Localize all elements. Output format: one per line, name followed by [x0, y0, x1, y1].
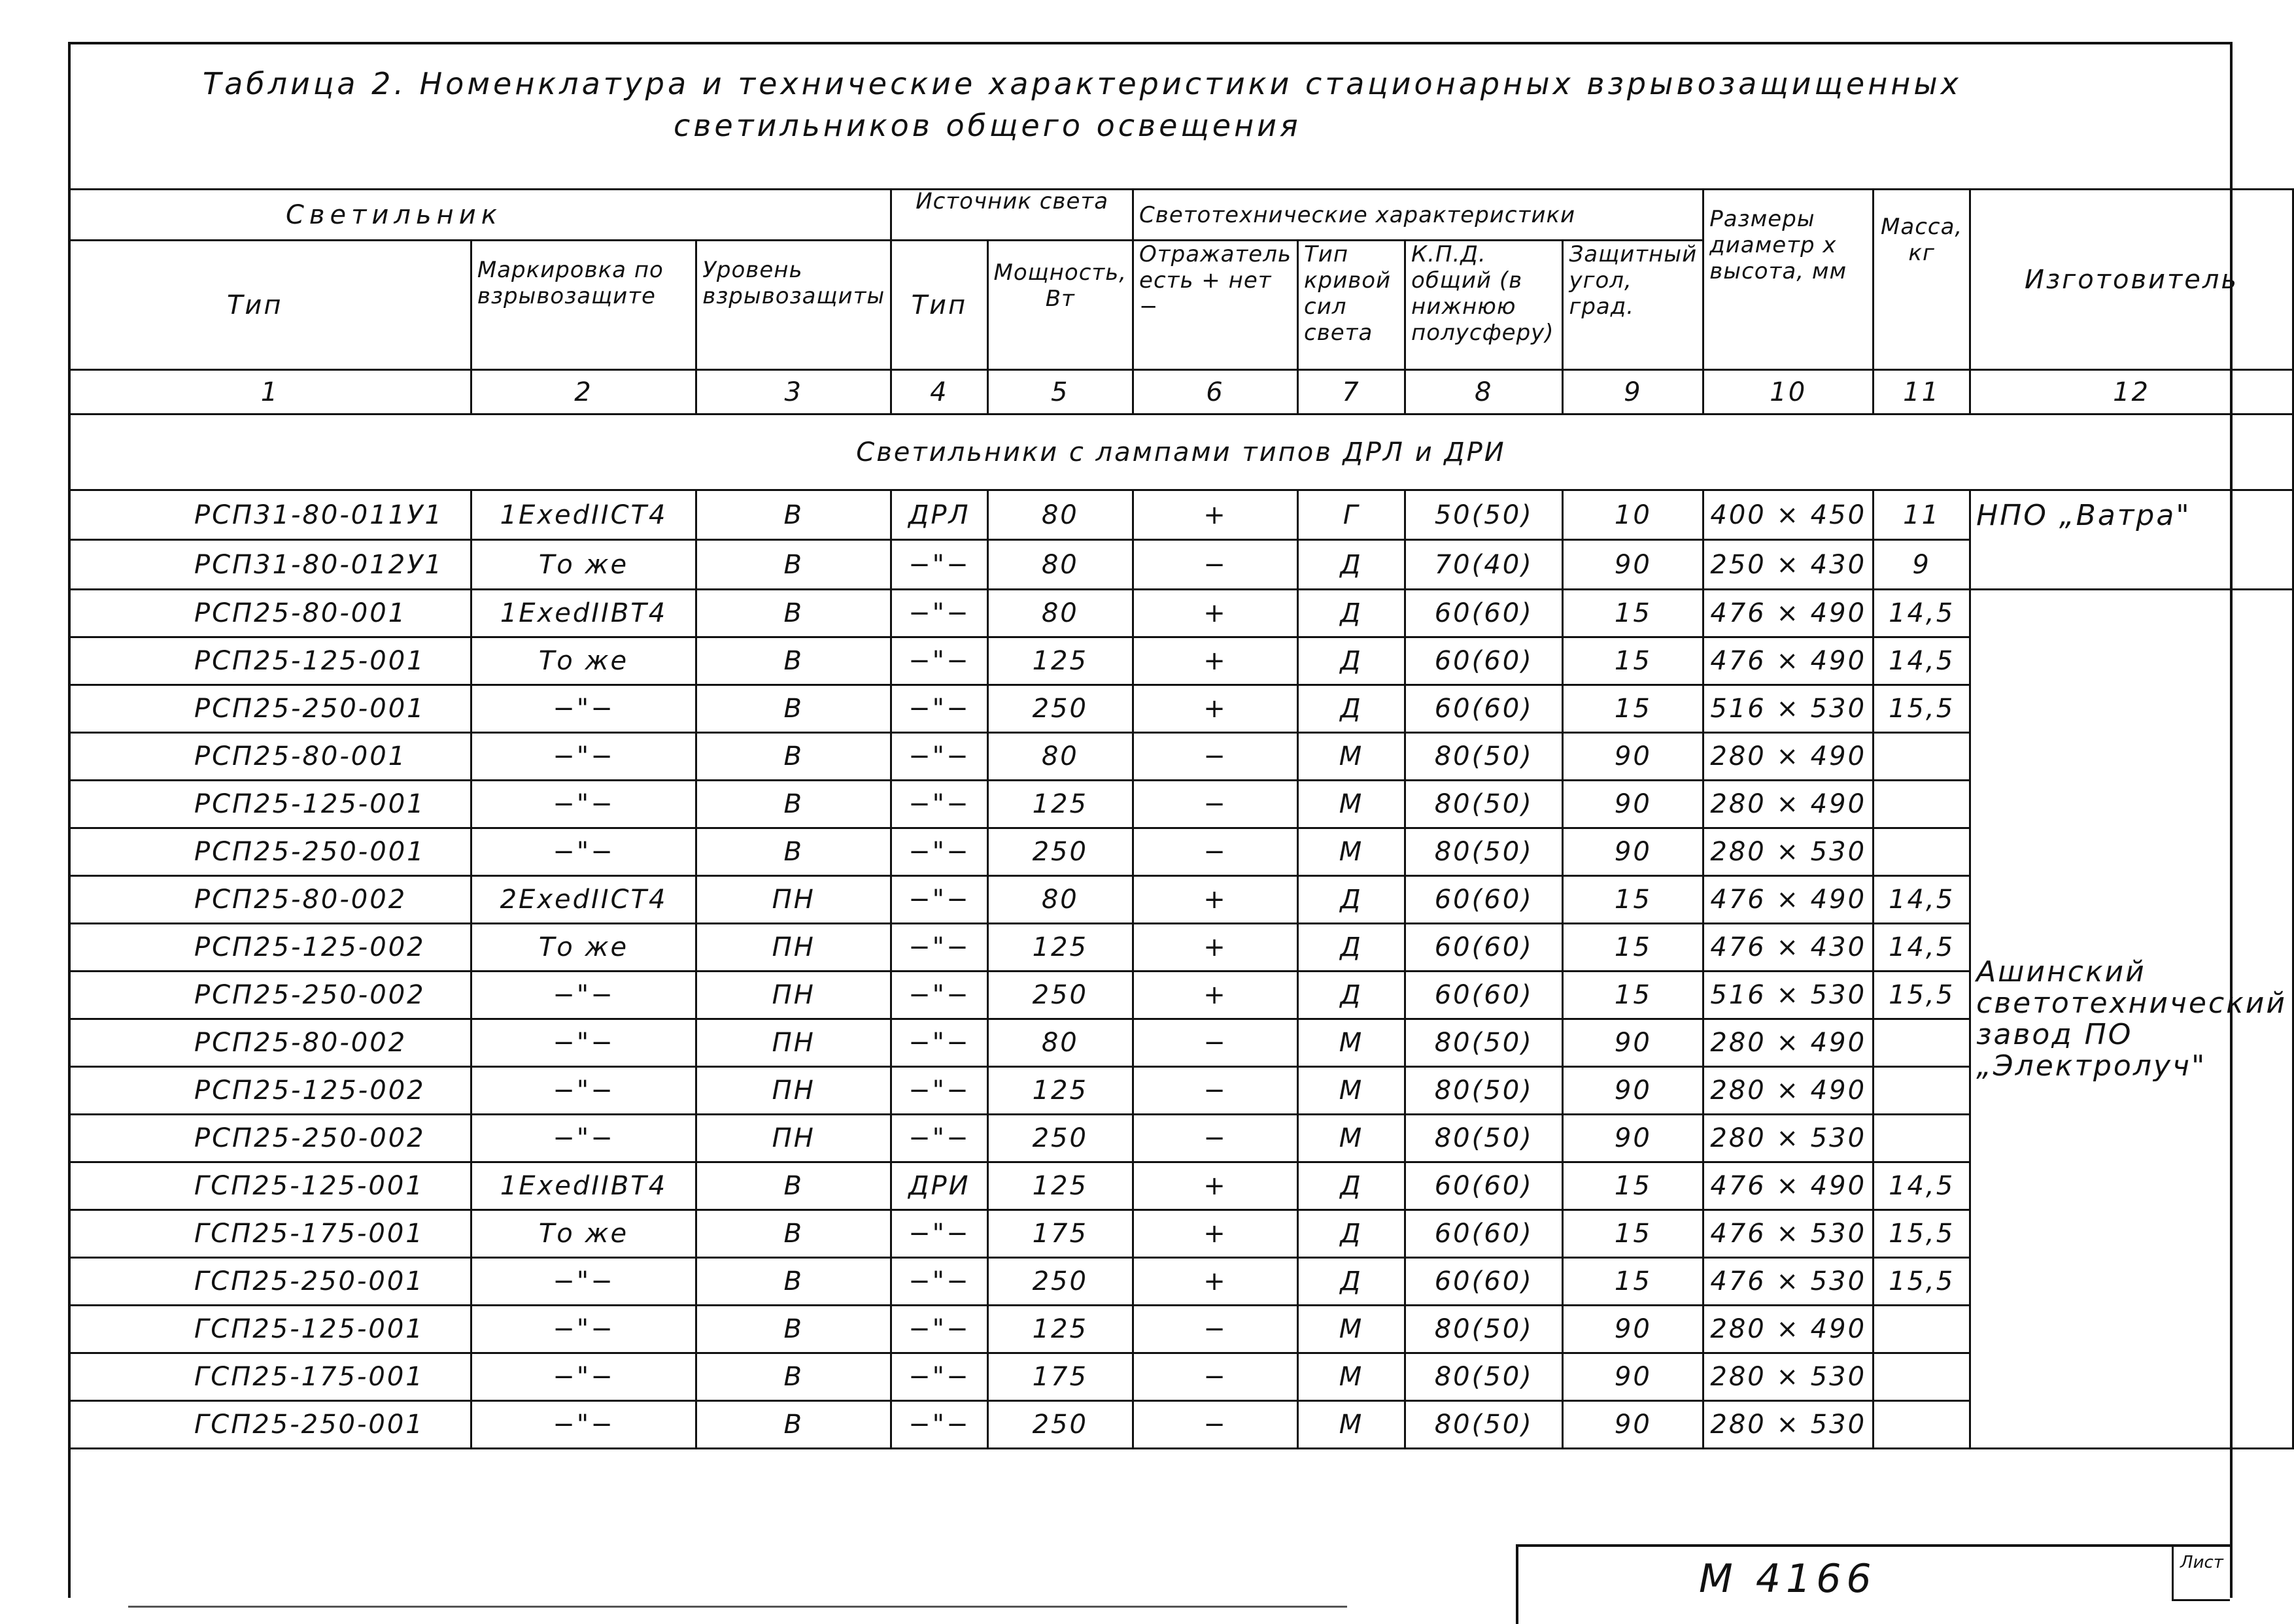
- cell-type: РСП25-125-001: [69, 781, 471, 828]
- cell-level: В: [696, 828, 891, 876]
- cell-angle: 90: [1563, 1067, 1703, 1115]
- cell-source-type: −"−: [891, 1401, 987, 1449]
- cell-power: 80: [987, 1019, 1133, 1067]
- cell-level: ПН: [696, 1115, 891, 1162]
- cell-level: В: [696, 540, 891, 590]
- cell-source-type: −"−: [891, 972, 987, 1019]
- table-row: [69, 490, 2293, 540]
- table-row: [69, 1210, 2293, 1258]
- cell-level: В: [696, 685, 891, 733]
- table-row: [69, 1258, 2293, 1306]
- header-angle: Защитный угол, град.: [1563, 241, 1703, 370]
- cell-dimensions: 250 × 430: [1703, 540, 1874, 590]
- cell-dimensions: 476 × 430: [1703, 924, 1874, 972]
- header-dimensions: Размеры диаметр х высота, мм: [1703, 190, 1874, 370]
- cell-power: 250: [987, 1115, 1133, 1162]
- title-block: [1516, 1544, 2230, 1624]
- cell-efficiency: 60(60): [1405, 1258, 1563, 1306]
- cell-reflector: −: [1133, 1353, 1298, 1401]
- cell-mass: 9: [1874, 540, 1970, 590]
- cell-source-type: −"−: [891, 1019, 987, 1067]
- cell-level: ПН: [696, 876, 891, 924]
- cell-source-type: −"−: [891, 1067, 987, 1115]
- table-row: [69, 1067, 2293, 1115]
- table-row: [69, 685, 2293, 733]
- table-title: [203, 63, 1968, 146]
- cell-curve: Д: [1298, 685, 1405, 733]
- cell-efficiency: 80(50): [1405, 828, 1563, 876]
- cell-mass: 14,5: [1874, 637, 1970, 685]
- cell-angle: 90: [1563, 1306, 1703, 1353]
- cell-power: 80: [987, 876, 1133, 924]
- cell-marking: 2ExedIICT4: [471, 876, 696, 924]
- cell-angle: 90: [1563, 781, 1703, 828]
- cell-angle: 90: [1563, 828, 1703, 876]
- cell-marking: То же: [471, 1210, 696, 1258]
- cell-reflector: +: [1133, 972, 1298, 1019]
- cell-power: 175: [987, 1353, 1133, 1401]
- table-row: [69, 637, 2293, 685]
- cell-efficiency: 50(50): [1405, 490, 1563, 540]
- cell-type: ГСП25-125-001: [69, 1306, 471, 1353]
- header-lighting-group: Светотехнические характеристики: [1133, 190, 1703, 241]
- cell-power: 80: [987, 733, 1133, 781]
- cell-dimensions: 280 × 490: [1703, 781, 1874, 828]
- cell-marking: −"−: [471, 1115, 696, 1162]
- header-marking: Маркировка по взрывозащите: [471, 241, 696, 370]
- table-row: [69, 1401, 2293, 1449]
- cell-source-type: −"−: [891, 1306, 987, 1353]
- table-row: [69, 1162, 2293, 1210]
- section-heading: Светильники с лампами типов ДРЛ и ДРИ: [69, 414, 2293, 490]
- cell-reflector: −: [1133, 1401, 1298, 1449]
- cell-curve: М: [1298, 1353, 1405, 1401]
- cell-dimensions: 280 × 530: [1703, 828, 1874, 876]
- cell-dimensions: 476 × 530: [1703, 1258, 1874, 1306]
- header-type: Тип: [69, 241, 471, 370]
- cell-source-type: −"−: [891, 540, 987, 590]
- cell-curve: Д: [1298, 1162, 1405, 1210]
- cell-power: 125: [987, 1067, 1133, 1115]
- cell-dimensions: 516 × 530: [1703, 972, 1874, 1019]
- cell-efficiency: 80(50): [1405, 781, 1563, 828]
- cell-reflector: +: [1133, 637, 1298, 685]
- cell-marking: −"−: [471, 1353, 696, 1401]
- cell-mass: 15,5: [1874, 1210, 1970, 1258]
- header-efficiency: К.П.Д. общий (в нижнюю полусферу): [1405, 241, 1563, 370]
- cell-curve: М: [1298, 1306, 1405, 1353]
- cell-angle: 15: [1563, 637, 1703, 685]
- cell-type: РСП25-250-002: [69, 972, 471, 1019]
- cell-marking: −"−: [471, 1401, 696, 1449]
- cell-source-type: −"−: [891, 637, 987, 685]
- cell-mass: 14,5: [1874, 590, 1970, 637]
- cell-curve: М: [1298, 1067, 1405, 1115]
- cell-reflector: −: [1133, 781, 1298, 828]
- cell-mass: [1874, 733, 1970, 781]
- cell-reflector: −: [1133, 540, 1298, 590]
- cell-efficiency: 60(60): [1405, 876, 1563, 924]
- cell-marking: −"−: [471, 1019, 696, 1067]
- header-maker: Изготовитель: [1970, 190, 2293, 370]
- cell-type: РСП25-125-001: [69, 637, 471, 685]
- cell-mass: [1874, 1019, 1970, 1067]
- cell-mass: 15,5: [1874, 1258, 1970, 1306]
- cell-reflector: +: [1133, 924, 1298, 972]
- cell-level: ПН: [696, 972, 891, 1019]
- cell-level: В: [696, 1258, 891, 1306]
- cell-marking: То же: [471, 540, 696, 590]
- header-mass: Масса, кг: [1874, 190, 1970, 370]
- column-number: 11: [1874, 370, 1970, 414]
- cell-curve: М: [1298, 733, 1405, 781]
- cell-mass: 15,5: [1874, 685, 1970, 733]
- cell-power: 250: [987, 685, 1133, 733]
- cell-marking: −"−: [471, 1258, 696, 1306]
- cell-angle: 90: [1563, 1353, 1703, 1401]
- cell-curve: Д: [1298, 590, 1405, 637]
- column-number: 10: [1703, 370, 1874, 414]
- cell-dimensions: 516 × 530: [1703, 685, 1874, 733]
- cell-dimensions: 476 × 490: [1703, 637, 1874, 685]
- cell-angle: 15: [1563, 972, 1703, 1019]
- header-lamp-group: Светильник: [69, 190, 891, 241]
- cell-efficiency: 80(50): [1405, 1401, 1563, 1449]
- cell-type: ГСП25-250-001: [69, 1401, 471, 1449]
- cell-power: 175: [987, 1210, 1133, 1258]
- cell-reflector: −: [1133, 1306, 1298, 1353]
- cell-dimensions: 280 × 490: [1703, 733, 1874, 781]
- cell-mass: 14,5: [1874, 876, 1970, 924]
- cell-efficiency: 60(60): [1405, 1162, 1563, 1210]
- cell-mass: [1874, 1401, 1970, 1449]
- cell-efficiency: 60(60): [1405, 637, 1563, 685]
- cell-source-type: ДРЛ: [891, 490, 987, 540]
- cell-angle: 10: [1563, 490, 1703, 540]
- cell-dimensions: 280 × 490: [1703, 1067, 1874, 1115]
- table-row: [69, 876, 2293, 924]
- sheet-label: Лист: [2172, 1547, 2230, 1601]
- cell-level: В: [696, 490, 891, 540]
- cell-curve: М: [1298, 781, 1405, 828]
- scan-dash-line: [128, 1606, 900, 1608]
- cell-source-type: −"−: [891, 876, 987, 924]
- cell-type: ГСП25-175-001: [69, 1353, 471, 1401]
- cell-source-type: −"−: [891, 1258, 987, 1306]
- cell-marking: −"−: [471, 972, 696, 1019]
- cell-dimensions: 280 × 530: [1703, 1115, 1874, 1162]
- cell-marking: −"−: [471, 685, 696, 733]
- cell-dimensions: 476 × 490: [1703, 876, 1874, 924]
- cell-type: РСП25-80-002: [69, 1019, 471, 1067]
- column-number: 1: [69, 370, 471, 414]
- cell-maker: Ашинский светотехнический завод ПО „Электролуч": [1970, 590, 2293, 1449]
- cell-efficiency: 60(60): [1405, 1210, 1563, 1258]
- cell-efficiency: 60(60): [1405, 590, 1563, 637]
- cell-reflector: +: [1133, 685, 1298, 733]
- cell-mass: [1874, 828, 1970, 876]
- cell-reflector: −: [1133, 1067, 1298, 1115]
- table-row: [69, 1019, 2293, 1067]
- cell-mass: 15,5: [1874, 972, 1970, 1019]
- cell-angle: 90: [1563, 733, 1703, 781]
- cell-curve: М: [1298, 1019, 1405, 1067]
- cell-reflector: −: [1133, 1019, 1298, 1067]
- cell-type: РСП25-250-001: [69, 685, 471, 733]
- cell-mass: [1874, 1115, 1970, 1162]
- cell-source-type: ДРИ: [891, 1162, 987, 1210]
- cell-dimensions: 280 × 490: [1703, 1306, 1874, 1353]
- cell-angle: 15: [1563, 1210, 1703, 1258]
- cell-power: 80: [987, 540, 1133, 590]
- cell-efficiency: 80(50): [1405, 1067, 1563, 1115]
- cell-level: В: [696, 1162, 891, 1210]
- cell-curve: Д: [1298, 876, 1405, 924]
- cell-type: ГСП25-175-001: [69, 1210, 471, 1258]
- cell-marking: −"−: [471, 781, 696, 828]
- cell-type: РСП25-80-001: [69, 590, 471, 637]
- cell-reflector: +: [1133, 1258, 1298, 1306]
- column-number: 5: [987, 370, 1133, 414]
- cell-angle: 90: [1563, 1019, 1703, 1067]
- cell-angle: 90: [1563, 1401, 1703, 1449]
- cell-power: 125: [987, 1306, 1133, 1353]
- table-row: [69, 828, 2293, 876]
- cell-marking: 1ExedIIBT4: [471, 1162, 696, 1210]
- column-number: 9: [1563, 370, 1703, 414]
- cell-efficiency: 80(50): [1405, 1115, 1563, 1162]
- cell-dimensions: 476 × 490: [1703, 590, 1874, 637]
- cell-source-type: −"−: [891, 733, 987, 781]
- cell-reflector: +: [1133, 876, 1298, 924]
- cell-type: ГСП25-250-001: [69, 1258, 471, 1306]
- cell-source-type: −"−: [891, 1353, 987, 1401]
- title-line-1: Таблица 2. Номенклатура и технические характеристики стационарных взрывозащищенных: [203, 66, 1962, 101]
- cell-marking: 1ExedIICT4: [471, 490, 696, 540]
- table-row: [69, 781, 2293, 828]
- table-row: [69, 540, 2293, 590]
- luminaires-table: [68, 188, 2294, 1449]
- cell-type: РСП25-80-001: [69, 733, 471, 781]
- cell-marking: То же: [471, 637, 696, 685]
- cell-angle: 15: [1563, 1258, 1703, 1306]
- column-number: 2: [471, 370, 696, 414]
- cell-curve: М: [1298, 1115, 1405, 1162]
- cell-curve: Г: [1298, 490, 1405, 540]
- cell-mass: 14,5: [1874, 924, 1970, 972]
- table-row: [69, 1353, 2293, 1401]
- cell-reflector: +: [1133, 590, 1298, 637]
- cell-angle: 15: [1563, 924, 1703, 972]
- column-number: 3: [696, 370, 891, 414]
- cell-angle: 15: [1563, 1162, 1703, 1210]
- cell-mass: [1874, 1306, 1970, 1353]
- cell-power: 125: [987, 781, 1133, 828]
- column-number: 8: [1405, 370, 1563, 414]
- cell-level: ПН: [696, 924, 891, 972]
- cell-angle: 15: [1563, 685, 1703, 733]
- cell-power: 250: [987, 828, 1133, 876]
- cell-curve: М: [1298, 1401, 1405, 1449]
- table-row: [69, 590, 2293, 637]
- header-source-group: Источник света: [891, 190, 1133, 241]
- table-row: [69, 1115, 2293, 1162]
- cell-type: РСП31-80-011У1: [69, 490, 471, 540]
- cell-type: РСП31-80-012У1: [69, 540, 471, 590]
- cell-reflector: +: [1133, 1210, 1298, 1258]
- header-reflector: Отражатель есть + нет −: [1133, 241, 1298, 370]
- header-curve: Тип кривой сил света: [1298, 241, 1405, 370]
- cell-source-type: −"−: [891, 685, 987, 733]
- cell-dimensions: 400 × 450: [1703, 490, 1874, 540]
- cell-type: ГСП25-125-001: [69, 1162, 471, 1210]
- cell-power: 125: [987, 924, 1133, 972]
- cell-angle: 15: [1563, 590, 1703, 637]
- cell-marking: −"−: [471, 1306, 696, 1353]
- cell-reflector: −: [1133, 1115, 1298, 1162]
- cell-mass: 14,5: [1874, 1162, 1970, 1210]
- cell-source-type: −"−: [891, 924, 987, 972]
- cell-reflector: −: [1133, 733, 1298, 781]
- cell-marking: То же: [471, 924, 696, 972]
- cell-source-type: −"−: [891, 1210, 987, 1258]
- cell-dimensions: 280 × 490: [1703, 1019, 1874, 1067]
- cell-level: В: [696, 637, 891, 685]
- cell-source-type: −"−: [891, 1115, 987, 1162]
- header-level: Уровень взрывозащиты: [696, 241, 891, 370]
- cell-level: В: [696, 1401, 891, 1449]
- scan-dash-line: [876, 1606, 1347, 1608]
- cell-dimensions: 476 × 530: [1703, 1210, 1874, 1258]
- cell-dimensions: 476 × 490: [1703, 1162, 1874, 1210]
- cell-mass: 11: [1874, 490, 1970, 540]
- header-power: Мощность, Вт: [987, 241, 1133, 370]
- cell-efficiency: 80(50): [1405, 1353, 1563, 1401]
- cell-power: 80: [987, 590, 1133, 637]
- cell-power: 125: [987, 637, 1133, 685]
- cell-type: РСП25-250-001: [69, 828, 471, 876]
- cell-dimensions: 280 × 530: [1703, 1401, 1874, 1449]
- cell-power: 125: [987, 1162, 1133, 1210]
- cell-source-type: −"−: [891, 590, 987, 637]
- table-row: [69, 733, 2293, 781]
- header-source-type: Тип: [891, 241, 987, 370]
- cell-angle: 90: [1563, 540, 1703, 590]
- cell-marking: −"−: [471, 1067, 696, 1115]
- cell-curve: Д: [1298, 637, 1405, 685]
- cell-type: РСП25-125-002: [69, 1067, 471, 1115]
- cell-level: В: [696, 1353, 891, 1401]
- cell-level: В: [696, 1210, 891, 1258]
- cell-curve: Д: [1298, 540, 1405, 590]
- cell-power: 250: [987, 1258, 1133, 1306]
- cell-curve: Д: [1298, 972, 1405, 1019]
- column-number: 4: [891, 370, 987, 414]
- column-number: 12: [1970, 370, 2293, 414]
- cell-reflector: +: [1133, 490, 1298, 540]
- cell-angle: 15: [1563, 876, 1703, 924]
- cell-efficiency: 70(40): [1405, 540, 1563, 590]
- column-number: 7: [1298, 370, 1405, 414]
- cell-source-type: −"−: [891, 828, 987, 876]
- cell-dimensions: 280 × 530: [1703, 1353, 1874, 1401]
- cell-efficiency: 60(60): [1405, 685, 1563, 733]
- cell-curve: Д: [1298, 1258, 1405, 1306]
- cell-efficiency: 80(50): [1405, 1019, 1563, 1067]
- cell-type: РСП25-250-002: [69, 1115, 471, 1162]
- cell-reflector: +: [1133, 1162, 1298, 1210]
- title-line-2: светильников общего освещения: [674, 108, 1301, 143]
- cell-type: РСП25-125-002: [69, 924, 471, 972]
- cell-efficiency: 80(50): [1405, 1306, 1563, 1353]
- cell-level: В: [696, 781, 891, 828]
- cell-mass: [1874, 781, 1970, 828]
- cell-marking: −"−: [471, 828, 696, 876]
- table-row: [69, 1306, 2293, 1353]
- cell-curve: Д: [1298, 924, 1405, 972]
- cell-mass: [1874, 1353, 1970, 1401]
- column-numbers-row: [69, 370, 2293, 414]
- cell-mass: [1874, 1067, 1970, 1115]
- cell-marking: 1ExedIIBT4: [471, 590, 696, 637]
- cell-level: ПН: [696, 1067, 891, 1115]
- cell-efficiency: 60(60): [1405, 972, 1563, 1019]
- cell-level: В: [696, 733, 891, 781]
- cell-efficiency: 80(50): [1405, 733, 1563, 781]
- cell-reflector: −: [1133, 828, 1298, 876]
- cell-curve: Д: [1298, 1210, 1405, 1258]
- cell-level: ПН: [696, 1019, 891, 1067]
- cell-curve: М: [1298, 828, 1405, 876]
- cell-efficiency: 60(60): [1405, 924, 1563, 972]
- cell-power: 250: [987, 1401, 1133, 1449]
- cell-source-type: −"−: [891, 781, 987, 828]
- cell-level: В: [696, 1306, 891, 1353]
- cell-angle: 90: [1563, 1115, 1703, 1162]
- cell-maker: НПО „Ватра": [1970, 490, 2293, 590]
- column-number: 6: [1133, 370, 1298, 414]
- cell-power: 250: [987, 972, 1133, 1019]
- cell-type: РСП25-80-002: [69, 876, 471, 924]
- cell-marking: −"−: [471, 733, 696, 781]
- drawing-code: М 4166: [1699, 1556, 1877, 1602]
- cell-power: 80: [987, 490, 1133, 540]
- cell-level: В: [696, 590, 891, 637]
- table-row: [69, 924, 2293, 972]
- table-row: [69, 972, 2293, 1019]
